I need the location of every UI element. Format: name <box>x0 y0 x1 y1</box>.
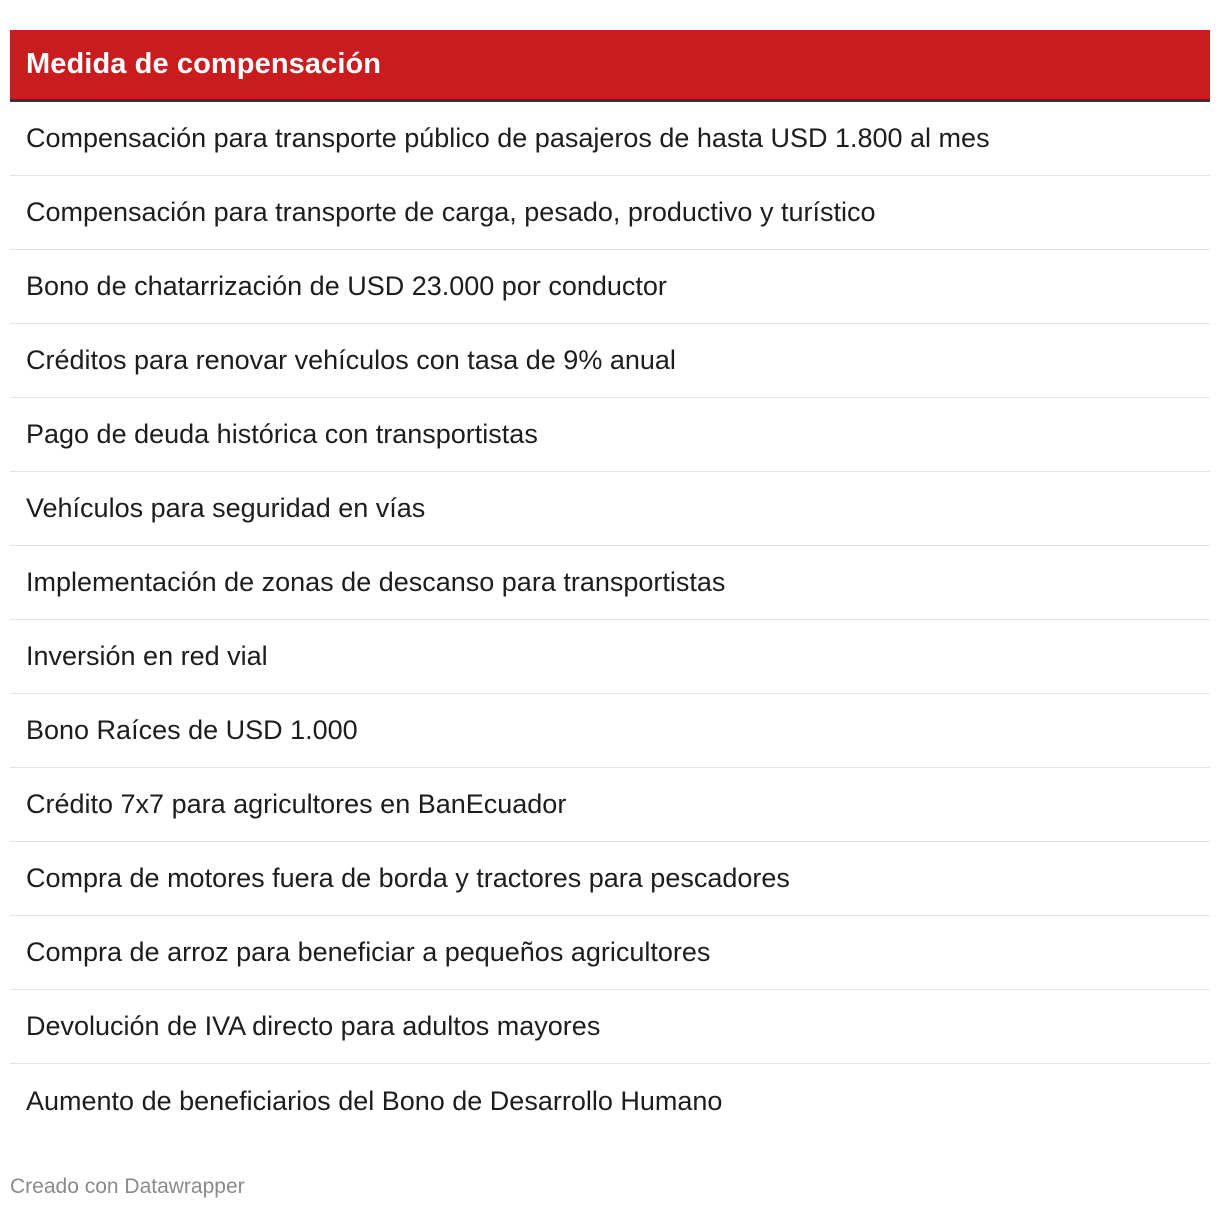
column-header-medida: Medida de compensación <box>26 48 382 80</box>
table-row: Crédito 7x7 para agricultores en BanEcuador <box>10 768 1210 842</box>
table-row: Compra de motores fuera de borda y tractores para pescadores <box>10 842 1210 916</box>
table-row: Créditos para renovar vehículos con tasa de 9% anual <box>10 324 1210 398</box>
table-body <box>10 102 1210 1138</box>
table-row: Implementación de zonas de descanso para transportistas <box>10 546 1210 620</box>
datawrapper-credit[interactable]: Creado con Datawrapper <box>10 1175 245 1198</box>
table-row: Aumento de beneficiarios del Bono de Desarrollo Humano <box>26 1085 723 1116</box>
table-row: Compensación para transporte público de pasajeros de hasta USD 1.800 al mes <box>10 102 1210 176</box>
table-row: Bono Raíces de USD 1.000 <box>10 694 1210 768</box>
table-row: Vehículos para seguridad en vías <box>10 472 1210 546</box>
table-row: Compra de arroz para beneficiar a pequeños agricultores <box>10 916 1210 990</box>
table-row: Inversión en red vial <box>10 620 1210 694</box>
table-header <box>10 30 1210 102</box>
table-row: Compensación para transporte de carga, pesado, productivo y turístico <box>10 176 1210 250</box>
table-row: Devolución de IVA directo para adultos mayores <box>10 990 1210 1064</box>
compensation-table <box>10 30 1210 1138</box>
table-row: Pago de deuda histórica con transportistas <box>10 398 1210 472</box>
table-row: Bono de chatarrización de USD 23.000 por conductor <box>10 250 1210 324</box>
